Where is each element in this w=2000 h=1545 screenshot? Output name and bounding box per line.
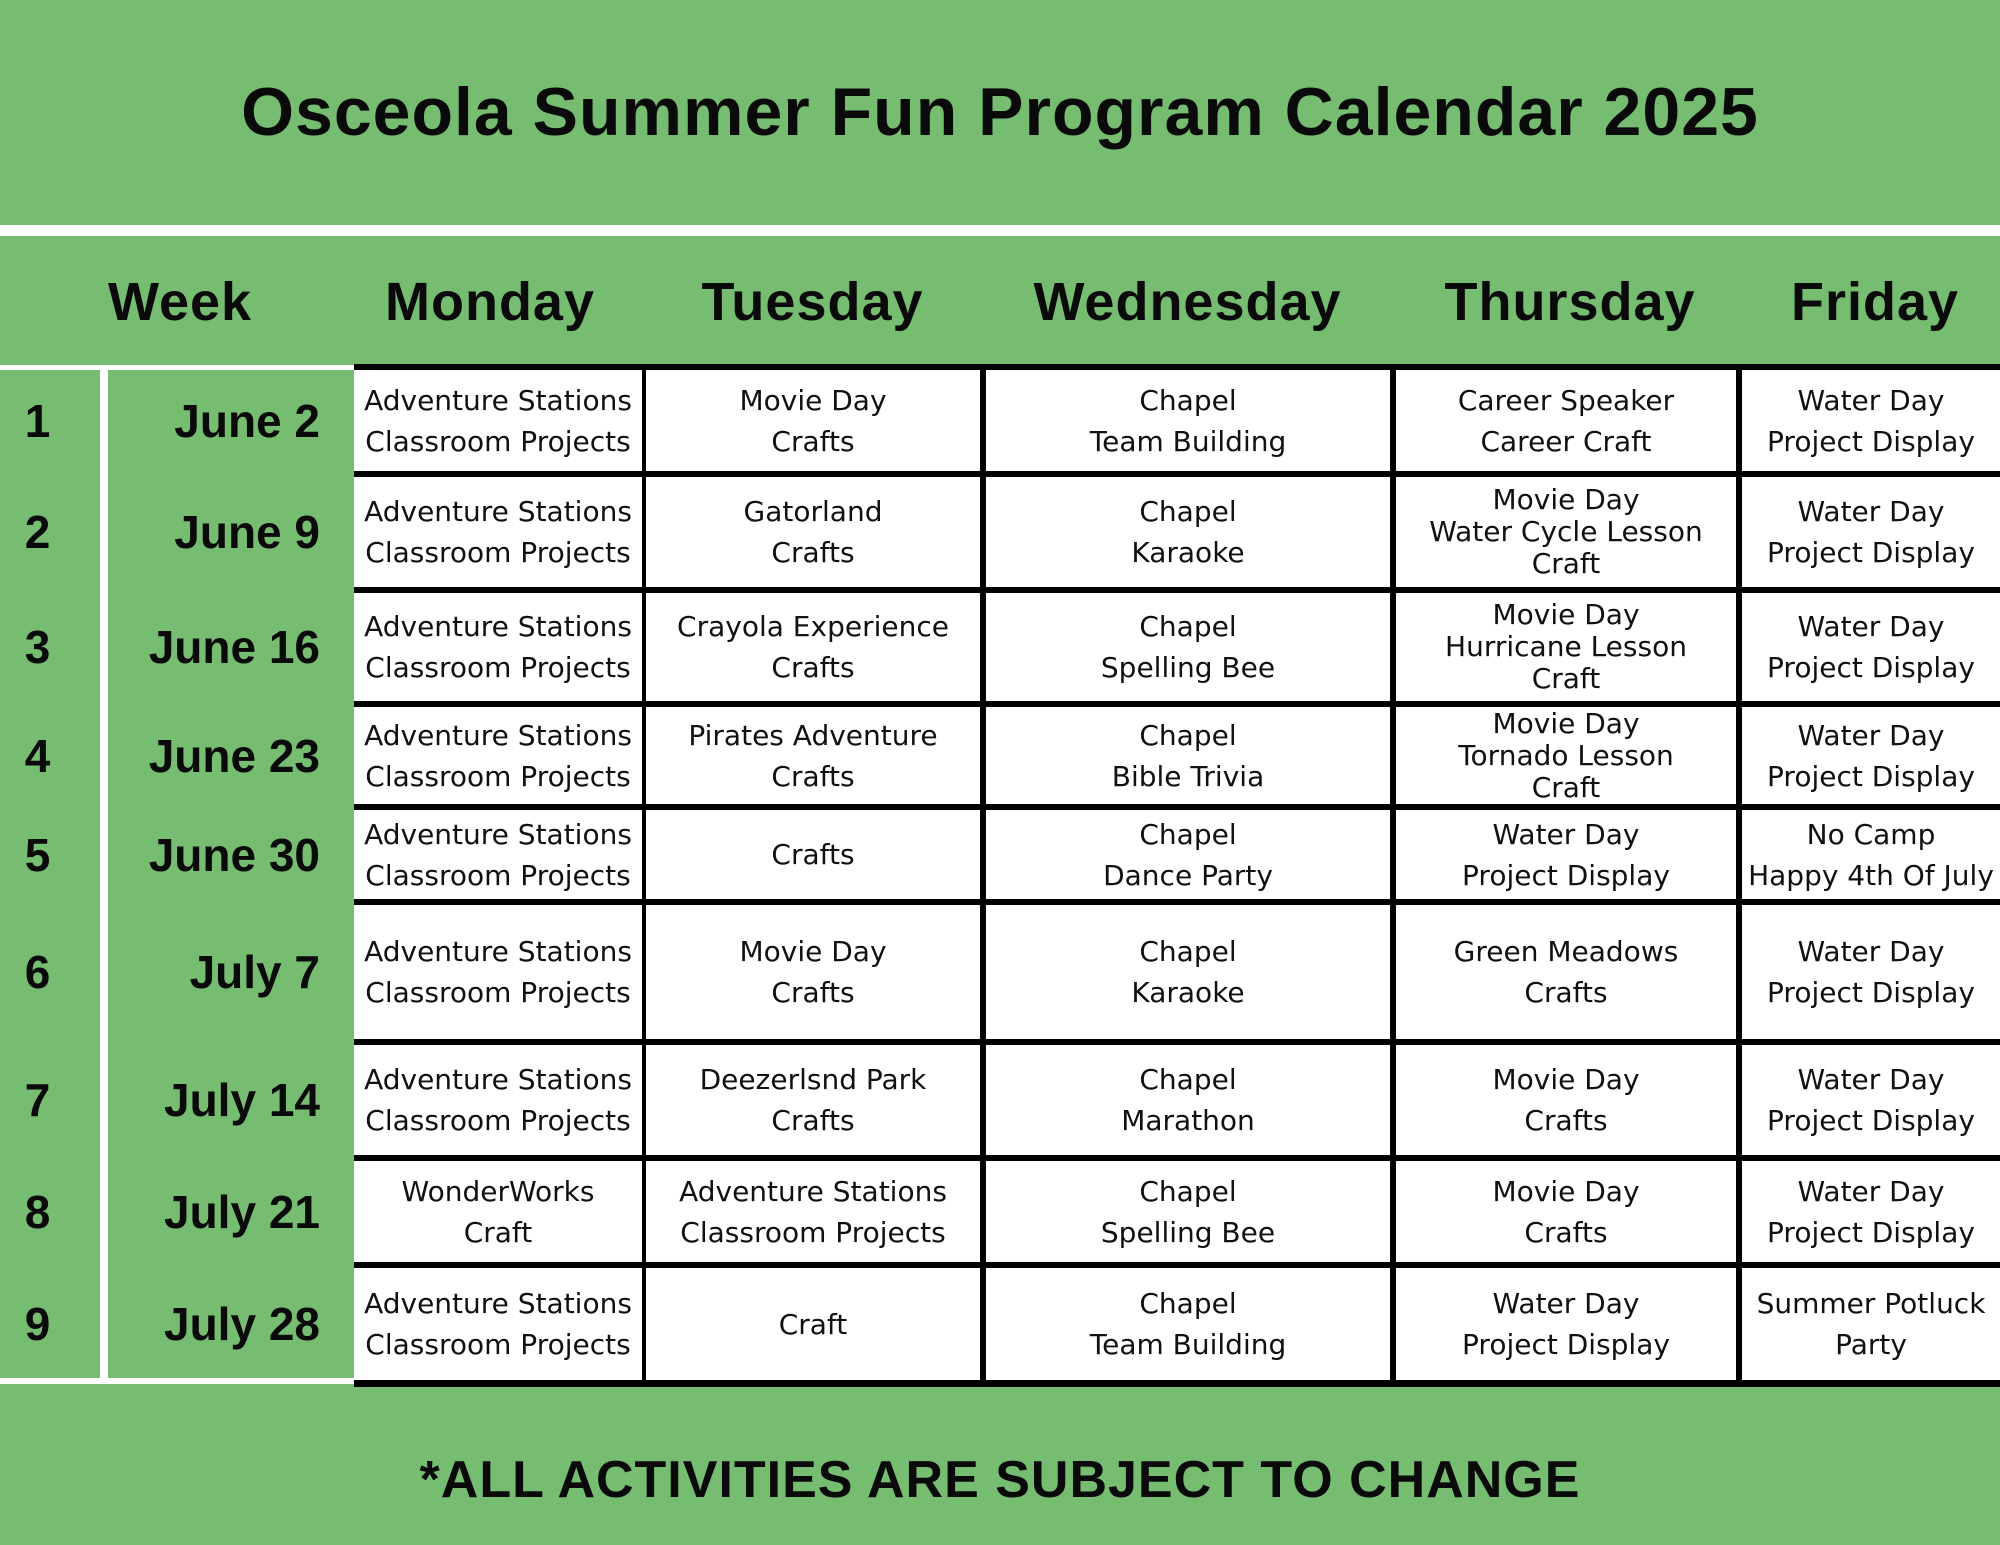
activity-line: No Camp [1806, 817, 1936, 851]
week-column-divider [100, 370, 108, 1384]
activity-line: Party [1835, 1328, 1907, 1361]
cell-week3-tuesday [646, 593, 980, 701]
week-column-top-line [0, 365, 354, 370]
cell-week5-tuesday [646, 810, 980, 899]
activity-line: Chapel [1139, 817, 1237, 851]
activity-line: Water Day [1797, 935, 1945, 968]
cell-week6-wednesday [986, 905, 1390, 1039]
week-date: June 16 [148, 621, 320, 673]
cell-week9-wednesday [986, 1268, 1390, 1380]
schedule-grid [354, 364, 2000, 1387]
activity-line: Spelling Bee [1100, 651, 1276, 684]
cell-week8-thursday [1396, 1161, 1736, 1262]
activity-line: Project Display [1767, 536, 1975, 569]
cell-week1-monday [354, 370, 642, 471]
activity-line: Project Display [1767, 976, 1975, 1009]
activity-line: Team Building [1089, 1328, 1287, 1361]
activity-line: Crafts [771, 976, 855, 1009]
cell-week2-monday [354, 477, 642, 587]
activity-line: Adventure Stations [364, 1287, 632, 1320]
week-number: 8 [24, 1185, 51, 1238]
week-date: June 9 [174, 506, 320, 558]
activity-line: Adventure Stations [364, 383, 632, 417]
cell-week7-wednesday [986, 1045, 1390, 1155]
activity-line: Water Day [1797, 1174, 1945, 1208]
activity-line: Karaoke [1131, 976, 1245, 1009]
week-number: 5 [24, 828, 51, 881]
activity-line: Water Day [1797, 495, 1945, 528]
activity-line: Karaoke [1131, 536, 1245, 569]
activity-line: Team Building [1089, 424, 1287, 458]
activity-line: Chapel [1139, 1174, 1237, 1208]
cell-week1-wednesday [986, 370, 1390, 471]
activity-line: Water Day [1797, 383, 1945, 417]
week-number: 6 [24, 946, 51, 998]
activity-line: Green Meadows [1453, 935, 1679, 968]
cell-week8-wednesday [986, 1161, 1390, 1262]
activity-line: Adventure Stations [364, 610, 632, 643]
week-date: June 30 [148, 828, 320, 881]
activity-line: Classroom Projects [680, 1215, 946, 1249]
activity-line: Project Display [1767, 759, 1975, 793]
activity-line: Chapel [1139, 383, 1237, 417]
cell-week4-monday [354, 707, 642, 804]
activity-line: Movie Day [1492, 1174, 1640, 1208]
activity-line: Craft [1531, 662, 1601, 695]
header-monday: Monday [384, 272, 595, 332]
activity-line: Adventure Stations [364, 495, 632, 528]
cell-week2-thursday [1396, 477, 1736, 587]
cell-week5-monday [354, 810, 642, 899]
cell-week8-friday [1742, 1161, 2000, 1262]
cell-week9-tuesday [646, 1268, 980, 1380]
activity-line: Classroom Projects [365, 424, 631, 458]
activity-line: Crafts [1524, 976, 1608, 1009]
activity-line: Crafts [771, 536, 855, 569]
cell-week8-monday [354, 1161, 642, 1262]
activity-line: Bible Trivia [1111, 759, 1265, 793]
cell-week2-friday [1742, 477, 2000, 587]
week-date: June 23 [148, 729, 320, 782]
week-date: July 14 [164, 1074, 320, 1126]
cell-week6-monday [354, 905, 642, 1039]
cell-week5-thursday [1396, 810, 1736, 899]
activity-line: Movie Day [1492, 1063, 1640, 1096]
header-tuesday: Tuesday [701, 272, 924, 332]
week-number: 9 [24, 1298, 51, 1350]
cell-week9-friday [1742, 1268, 2000, 1380]
activity-line: Chapel [1139, 935, 1237, 968]
activity-line: Crafts [771, 651, 855, 684]
cell-week6-tuesday [646, 905, 980, 1039]
activity-line: Classroom Projects [365, 651, 631, 684]
cell-week6-friday [1742, 905, 2000, 1039]
cell-week5-friday [1742, 810, 2000, 899]
activity-line: Adventure Stations [364, 817, 632, 851]
activity-line: Deezerlsnd Park [699, 1063, 927, 1096]
activity-line: Crafts [771, 1104, 855, 1137]
activity-line: Happy 4th Of July [1748, 858, 1994, 892]
cell-week7-thursday [1396, 1045, 1736, 1155]
disclaimer: *ALL ACTIVITIES ARE SUBJECT TO CHANGE [419, 1451, 1581, 1509]
week-number: 3 [24, 621, 51, 673]
activity-line: Crafts [771, 424, 855, 458]
activity-line: Movie Day [1492, 598, 1640, 631]
activity-line: Dance Party [1103, 858, 1273, 892]
page-title: Osceola Summer Fun Program Calendar 2025 [241, 74, 1759, 150]
activity-line: Adventure Stations [679, 1174, 947, 1208]
activity-line: Project Display [1767, 1104, 1975, 1137]
activity-line: Crayola Experience [677, 610, 949, 643]
column-headers [0, 252, 2000, 352]
week-number: 4 [24, 729, 51, 782]
activity-line: Movie Day [739, 383, 887, 417]
activity-line: Project Display [1462, 1328, 1670, 1361]
cell-week1-friday [1742, 370, 2000, 471]
activity-line: Adventure Stations [364, 1063, 632, 1096]
activity-line: Chapel [1139, 1287, 1237, 1320]
activity-line: Project Display [1462, 858, 1670, 892]
activity-line: Project Display [1767, 424, 1975, 458]
cell-week3-thursday [1396, 593, 1736, 701]
cell-week3-monday [354, 593, 642, 701]
week-number: 1 [24, 394, 51, 447]
activity-line: Chapel [1139, 1063, 1237, 1096]
week-date: July 21 [164, 1185, 320, 1238]
activity-line: Craft [463, 1215, 533, 1249]
activity-line: Project Display [1767, 1215, 1975, 1249]
activity-line: Adventure Stations [364, 935, 632, 968]
activity-line: Classroom Projects [365, 536, 631, 569]
cell-week5-wednesday [986, 810, 1390, 899]
cell-week3-friday [1742, 593, 2000, 701]
activity-line: Water Day [1797, 610, 1945, 643]
activity-line: WonderWorks [401, 1174, 595, 1208]
cell-week9-thursday [1396, 1268, 1736, 1380]
header-wednesday: Wednesday [1033, 272, 1342, 332]
cell-week3-wednesday [986, 593, 1390, 701]
activity-line: Crafts [1524, 1215, 1608, 1249]
cell-week7-tuesday [646, 1045, 980, 1155]
activity-line: Movie Day [1492, 483, 1640, 516]
cell-week7-monday [354, 1045, 642, 1155]
activity-line: Water Day [1797, 1063, 1945, 1096]
week-date: July 28 [164, 1298, 320, 1350]
week-number: 7 [24, 1074, 51, 1126]
cell-week7-friday [1742, 1045, 2000, 1155]
activity-line: Adventure Stations [364, 718, 632, 752]
activity-line: Classroom Projects [365, 858, 631, 892]
cell-week1-tuesday [646, 370, 980, 471]
cell-week9-monday [354, 1268, 642, 1380]
activity-line: Summer Potluck [1756, 1287, 1986, 1320]
activity-line: Water Day [1492, 817, 1640, 851]
activity-line: Movie Day [739, 935, 887, 968]
week-column-bottom-line [0, 1378, 354, 1384]
activity-line: Pirates Adventure [688, 718, 938, 752]
activity-line: Crafts [1524, 1104, 1608, 1137]
header-thursday: Thursday [1444, 272, 1696, 332]
activity-line: Chapel [1139, 610, 1237, 643]
cell-week1-thursday [1396, 370, 1736, 471]
activity-line: Chapel [1139, 718, 1237, 752]
week-number: 2 [24, 506, 51, 558]
cell-week6-thursday [1396, 905, 1736, 1039]
activity-line: Crafts [771, 838, 855, 871]
activity-line: Project Display [1767, 651, 1975, 684]
header-friday: Friday [1790, 272, 1960, 332]
activity-line: Water Day [1797, 718, 1945, 752]
cell-week2-tuesday [646, 477, 980, 587]
activity-line: Craft [778, 1307, 848, 1341]
week-date: July 7 [189, 946, 320, 998]
cell-week8-tuesday [646, 1161, 980, 1262]
week-date: June 2 [174, 394, 320, 447]
activity-line: Movie Day [1492, 706, 1640, 740]
activity-line: Classroom Projects [365, 1104, 631, 1137]
cell-week4-tuesday [646, 707, 980, 804]
activity-line: Classroom Projects [365, 976, 631, 1009]
activity-line: Crafts [771, 759, 855, 793]
activity-line: Classroom Projects [365, 759, 631, 793]
activity-line: Water Day [1492, 1287, 1640, 1320]
activity-line: Spelling Bee [1100, 1215, 1276, 1249]
activity-line: Gatorland [743, 495, 883, 528]
header-week: Week [107, 272, 253, 332]
activity-line: Marathon [1121, 1104, 1255, 1137]
cell-week2-wednesday [986, 477, 1390, 587]
cell-week4-friday [1742, 707, 2000, 804]
title-divider [0, 225, 2000, 236]
activity-line: Craft [1531, 770, 1601, 804]
activity-line: Career Craft [1480, 424, 1652, 458]
activity-line: Chapel [1139, 495, 1237, 528]
cell-week4-thursday [1396, 707, 1736, 804]
cell-week4-wednesday [986, 707, 1390, 804]
activity-line: Water Cycle Lesson [1429, 515, 1703, 548]
activity-line: Classroom Projects [365, 1328, 631, 1361]
activity-line: Tornado Lesson [1458, 738, 1674, 772]
activity-line: Career Speaker [1457, 383, 1675, 417]
activity-line: Hurricane Lesson [1445, 630, 1687, 663]
activity-line: Craft [1531, 547, 1601, 580]
